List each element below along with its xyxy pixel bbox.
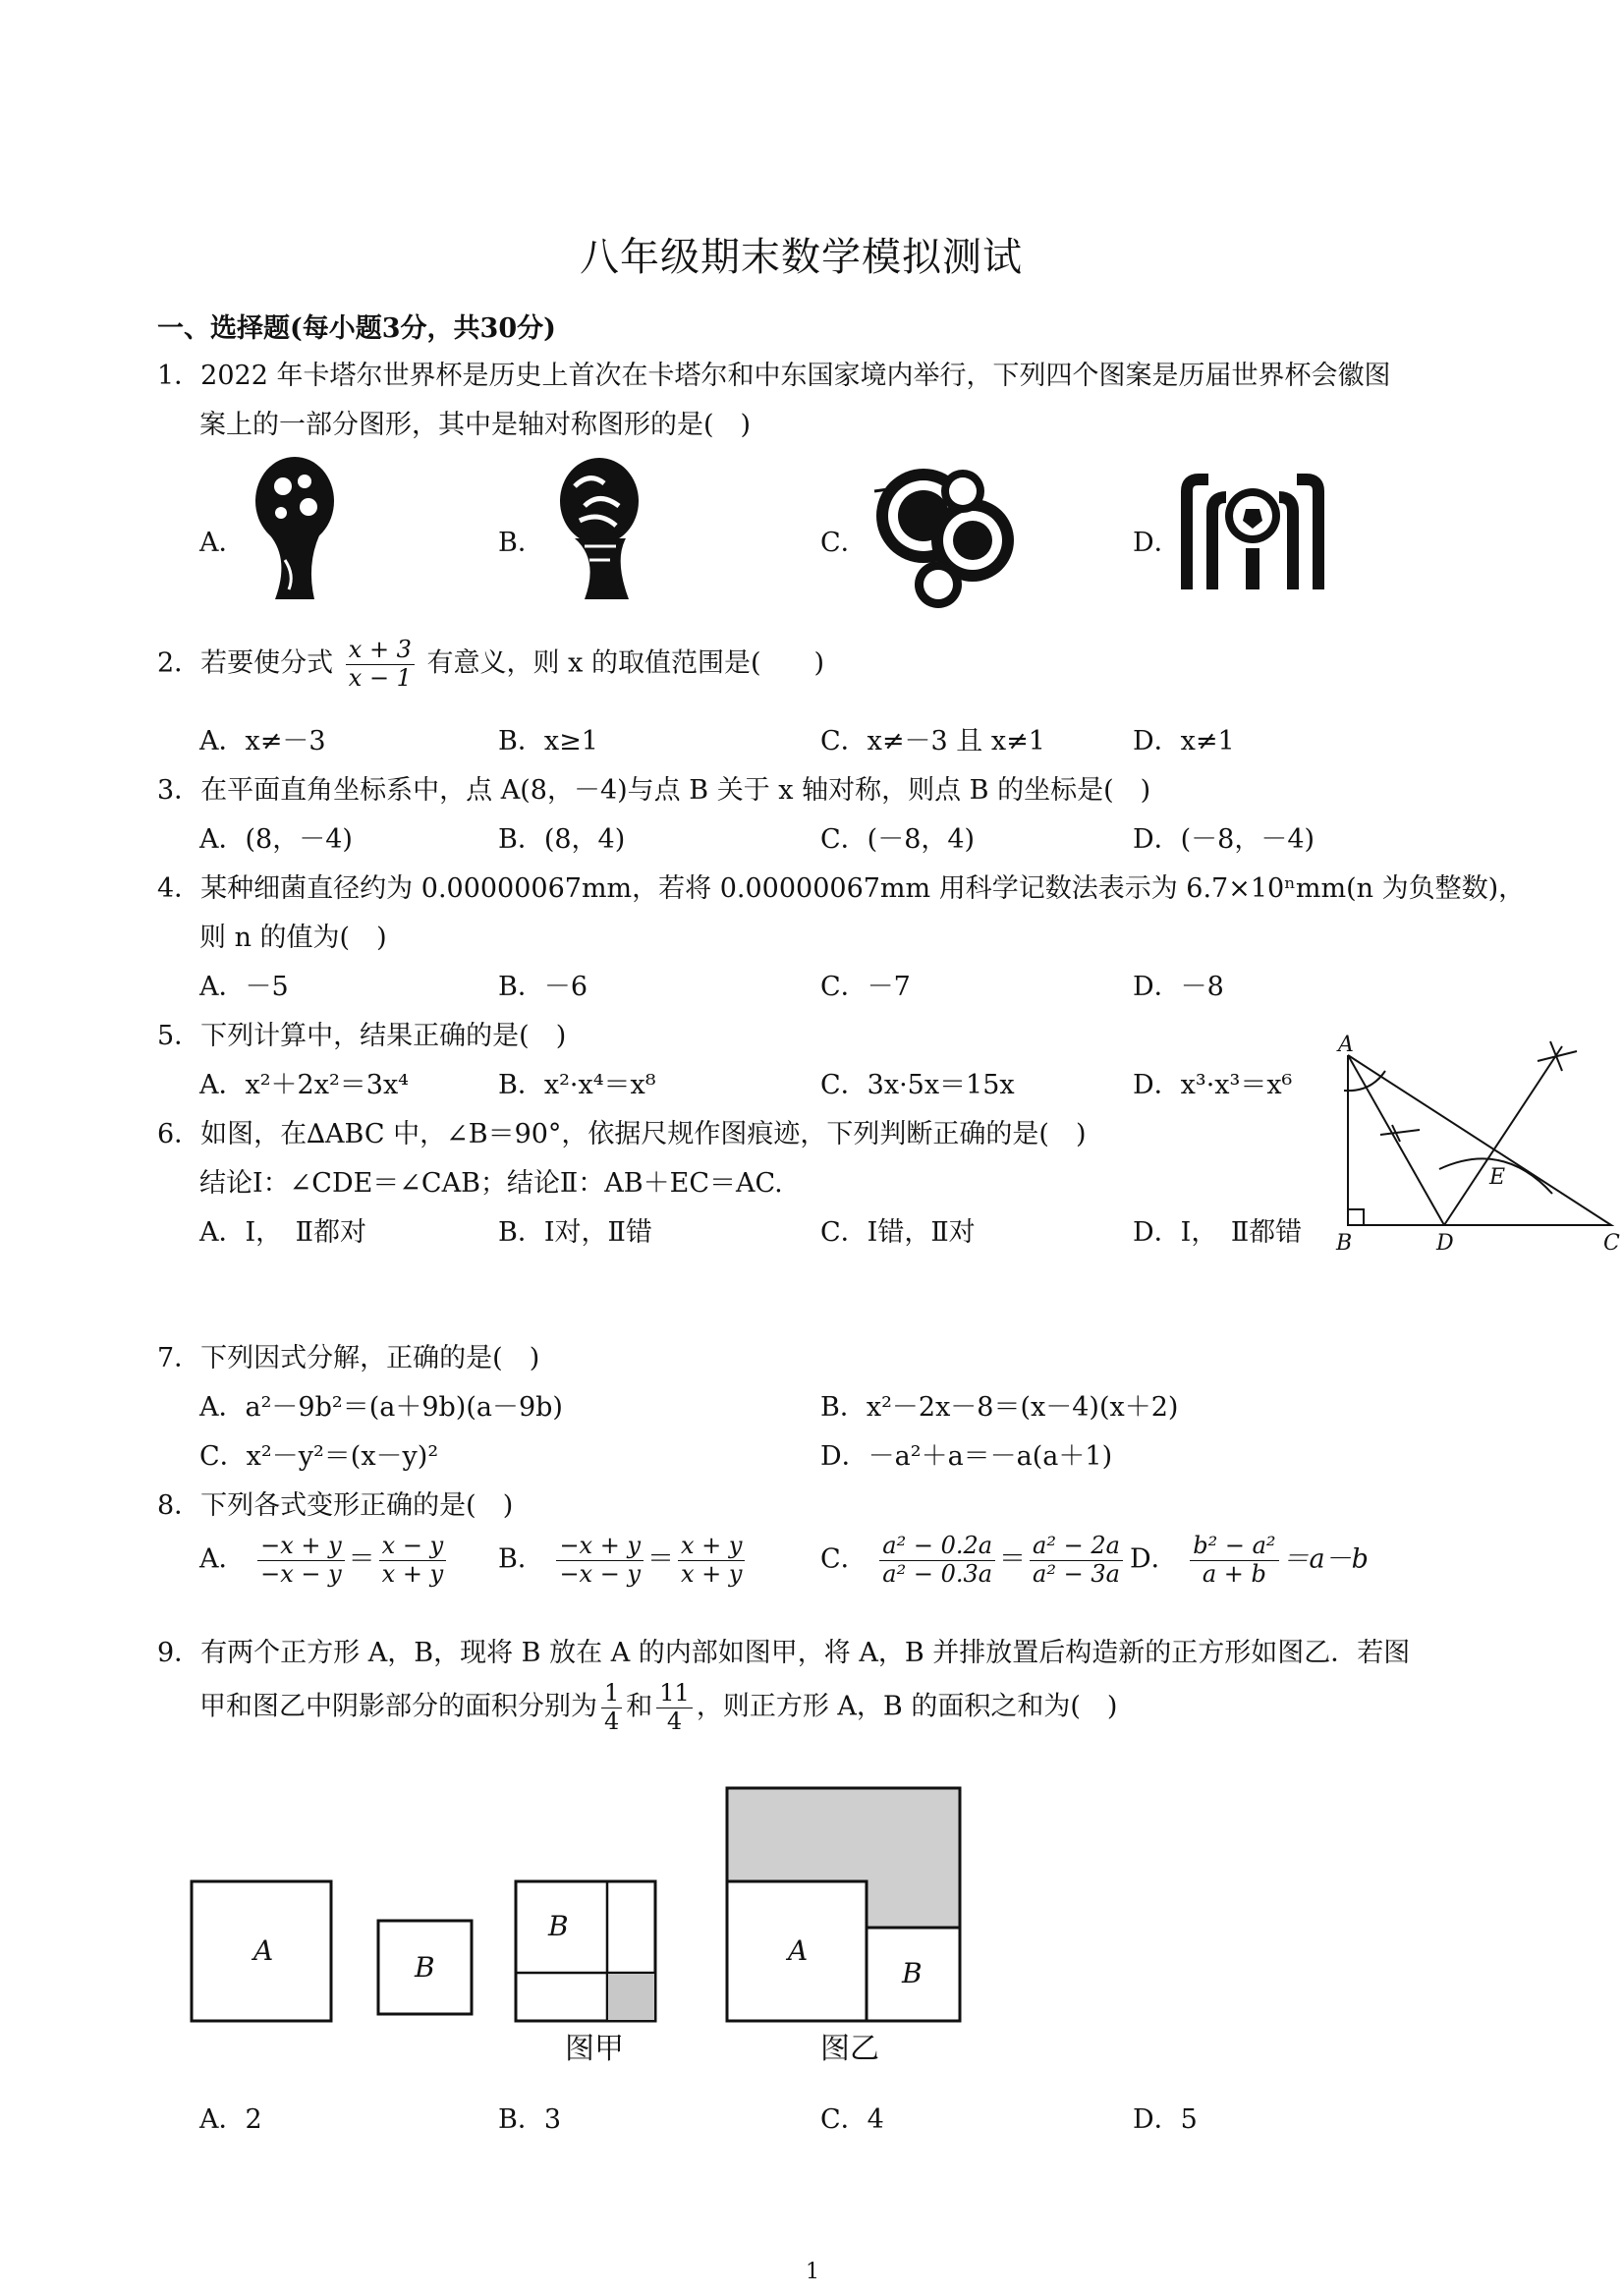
q4-option-c: C．－7 [820, 972, 911, 1002]
square-b-label: B [415, 1951, 435, 1984]
q1-option-d: D． [1133, 528, 1181, 558]
q2-line [157, 637, 824, 692]
q9-squares-figure [177, 1768, 982, 2063]
q8-d-frac [1190, 1533, 1278, 1588]
q8-a-frac-right [379, 1533, 446, 1588]
q8-b-n2: x + y [678, 1533, 745, 1561]
page-number: 1 [806, 2260, 819, 2284]
q8-c-n1: a² − 0.2a [879, 1533, 995, 1561]
q2-option-a: A．x≠－3 [199, 726, 326, 756]
q8-a-frac-left [257, 1533, 345, 1588]
label-b: B [1336, 1231, 1353, 1256]
q8-a-n2: x − y [379, 1533, 446, 1561]
q1-line2: 案上的一部分图形，其中是轴对称图形的是( ) [199, 410, 752, 440]
q8-option-c: C． $\frac{\text{a² − 0.2a}}{\text{a² − 0.3a}}$ ＝ $\frac{\text{a² − 2a}}{\text{a² − 3a}}$ [820, 1533, 1127, 1588]
q8-option-d [1130, 1533, 1369, 1588]
fig1-caption: 图甲 [565, 2032, 624, 2063]
q9-pre2: 甲和图乙中阴影部分的面积分别为 [199, 1691, 597, 1722]
q9-option-d: D．5 [1133, 2104, 1198, 2135]
q9-fraction-1 [601, 1680, 622, 1735]
q8-b-frac-right [678, 1533, 745, 1588]
q8-d-n1: b² − a² [1190, 1533, 1278, 1561]
q8-d-label: D． [1130, 1543, 1178, 1575]
q9-option-b: B．3 [498, 2104, 562, 2135]
q6-option-d: D．Ⅰ， Ⅱ都错 [1133, 1217, 1303, 1248]
q8-c-label: C． [820, 1543, 867, 1575]
q4-line1: 4．某种细菌直径约为 0.00000067mm，若将 0.00000067mm 用科学记数法表示为 6.7×10ⁿmm(n 为负整数)， [157, 873, 1526, 904]
page-title: 八年级期末数学模拟测试 [580, 235, 1023, 280]
q9-post2: ，则正方形 A，B 的面积之和为( ) [696, 1691, 1118, 1722]
q2-option-c: C．x≠－3 且 x≠1 [820, 726, 1045, 756]
q3-option-a: A．(8，－4) [199, 824, 353, 855]
q8-c-n2: a² − 2a [1030, 1533, 1123, 1561]
emblem-d-image [1179, 472, 1326, 599]
q6-option-c: C．Ⅰ错，Ⅱ对 [820, 1217, 976, 1248]
fig2-caption: 图乙 [820, 2032, 879, 2063]
q3-option-d: D．(－8，－4) [1133, 824, 1315, 855]
q6-option-a: A．Ⅰ， Ⅱ都对 [199, 1217, 367, 1248]
q2-numerator: x + 3 [346, 637, 415, 665]
square-a-label: A [253, 1934, 274, 1967]
q9-option-c: C．4 [820, 2104, 884, 2135]
q8-b-label: B． [498, 1543, 544, 1575]
q8-text: 8．下列各式变形正确的是( ) [157, 1490, 514, 1521]
q9-f2-num: 11 [656, 1680, 693, 1708]
q2-denominator: x − 1 [348, 663, 412, 692]
q3-text: 3．在平面直角坐标系中，点 A(8，－4)与点 B 关于 x 轴对称，则点 B 的坐标是( ) [157, 775, 1151, 806]
q8-c-d2: a² − 3a [1033, 1559, 1120, 1588]
q1-option-c: C． [820, 528, 867, 558]
q9-mid2: 和 [626, 1691, 653, 1722]
q6-option-b: B．Ⅰ对，Ⅱ错 [498, 1217, 652, 1248]
q9-option-a: A．2 [199, 2104, 262, 2135]
q9-f2-den: 4 [666, 1707, 683, 1735]
q1-option-b: B． [498, 528, 544, 558]
fig2-a-label: A [788, 1934, 809, 1967]
q5-option-a: A．x²＋2x²＝3x⁴ [199, 1070, 410, 1100]
q6-line2: 结论Ⅰ：∠CDE＝∠CAB；结论Ⅱ：AB＋EC＝AC. [199, 1168, 783, 1199]
q8-c-frac-right [1030, 1533, 1123, 1588]
label-c: C [1603, 1231, 1620, 1256]
q8-a-n1: −x + y [257, 1533, 345, 1561]
q8-d-rhs: ＝a－b [1282, 1543, 1369, 1575]
q7-option-a: A．a²－9b²＝(a＋9b)(a－9b) [199, 1392, 563, 1423]
q3-option-b: B．(8，4) [498, 824, 626, 855]
q7-option-b: B．x²－2x－8＝(x－4)(x＋2) [820, 1392, 1179, 1423]
q9-line1: 9．有两个正方形 A，B，现将 B 放在 A 的内部如图甲，将 A，B 并排放置后构造新的正方形如图乙．若图 [157, 1638, 1411, 1668]
q1-option-a: A． [199, 528, 246, 558]
q2-post: 有意义，则 x 的取值范围是( ) [426, 647, 825, 679]
q8-c-frac-left [879, 1533, 995, 1588]
q1-line1: 1．2022 年卡塔尔世界杯是历史上首次在卡塔尔和中东国家境内举行，下列四个图案是历届世界杯会徽图 [157, 361, 1391, 391]
label-e: E [1489, 1165, 1506, 1190]
label-a: A [1338, 1033, 1354, 1057]
q5-text: 5．下列计算中，结果正确的是( ) [157, 1021, 567, 1051]
emblem-c-image [865, 452, 1032, 619]
q7-text: 7．下列因式分解，正确的是( ) [157, 1343, 540, 1373]
q4-option-b: B．－6 [498, 972, 588, 1002]
triangle-abc-figure [1326, 1032, 1621, 1267]
q2-option-b: B．x≥1 [498, 726, 598, 756]
q8-option-b: B． $\frac{-x + y}{-x - y}$ ＝ $\frac{x + y}{x + y}$ [498, 1533, 749, 1588]
q8-a-d2: x + y [381, 1559, 444, 1588]
q8-d-d1: a + b [1202, 1559, 1266, 1588]
q8-a-d1: −x − y [260, 1559, 342, 1588]
section-heading: 一、选择题(每小题3分，共30分) [157, 313, 556, 344]
q8-c-d1: a² − 0.3a [882, 1559, 993, 1588]
q9-f1-num: 1 [601, 1680, 622, 1708]
q8-b-frac-left [556, 1533, 644, 1588]
fig2-b-label: B [902, 1957, 923, 1989]
q4-line2: 则 n 的值为( ) [199, 923, 387, 953]
q4-option-a: A．－5 [199, 972, 289, 1002]
q5-option-d: D．x³·x³＝x⁶ [1133, 1070, 1293, 1100]
q5-option-c: C．3x·5x＝15x [820, 1070, 1015, 1100]
emblem-a-image [246, 452, 344, 619]
q9-f1-den: 4 [604, 1707, 620, 1735]
q8-b-d1: −x − y [559, 1559, 642, 1588]
emblem-b-image [545, 452, 653, 619]
q8-b-n1: −x + y [556, 1533, 644, 1561]
q9-fraction-2 [656, 1680, 693, 1735]
q2-fraction [346, 637, 415, 692]
q8-b-d2: x + y [681, 1559, 743, 1588]
q6-line1: 6．如图，在∆ABC 中，∠B＝90°，依据尺规作图痕迹，下列判断正确的是( ) [157, 1119, 1087, 1149]
q7-option-c: C．x²－y²＝(x－y)² [199, 1441, 439, 1472]
q3-option-c: C．(－8，4) [820, 824, 976, 855]
label-d: D [1436, 1231, 1454, 1256]
q8-a-label: A． [199, 1543, 246, 1575]
q5-option-b: B．x²·x⁴＝x⁸ [498, 1070, 656, 1100]
q2-pre: 2．若要使分式 [157, 647, 334, 679]
q4-option-d: D．－8 [1133, 972, 1224, 1002]
q8-option-a: A． $\frac{-x + y}{-x - y}$ ＝ $\frac{x - y}{x + y}$ [199, 1533, 450, 1588]
q7-option-d: D．－a²＋a＝－a(a＋1) [820, 1441, 1113, 1472]
q2-option-d: D．x≠1 [1133, 726, 1235, 756]
q9-line2 [199, 1680, 1117, 1735]
fig1-b-label: B [548, 1910, 569, 1942]
